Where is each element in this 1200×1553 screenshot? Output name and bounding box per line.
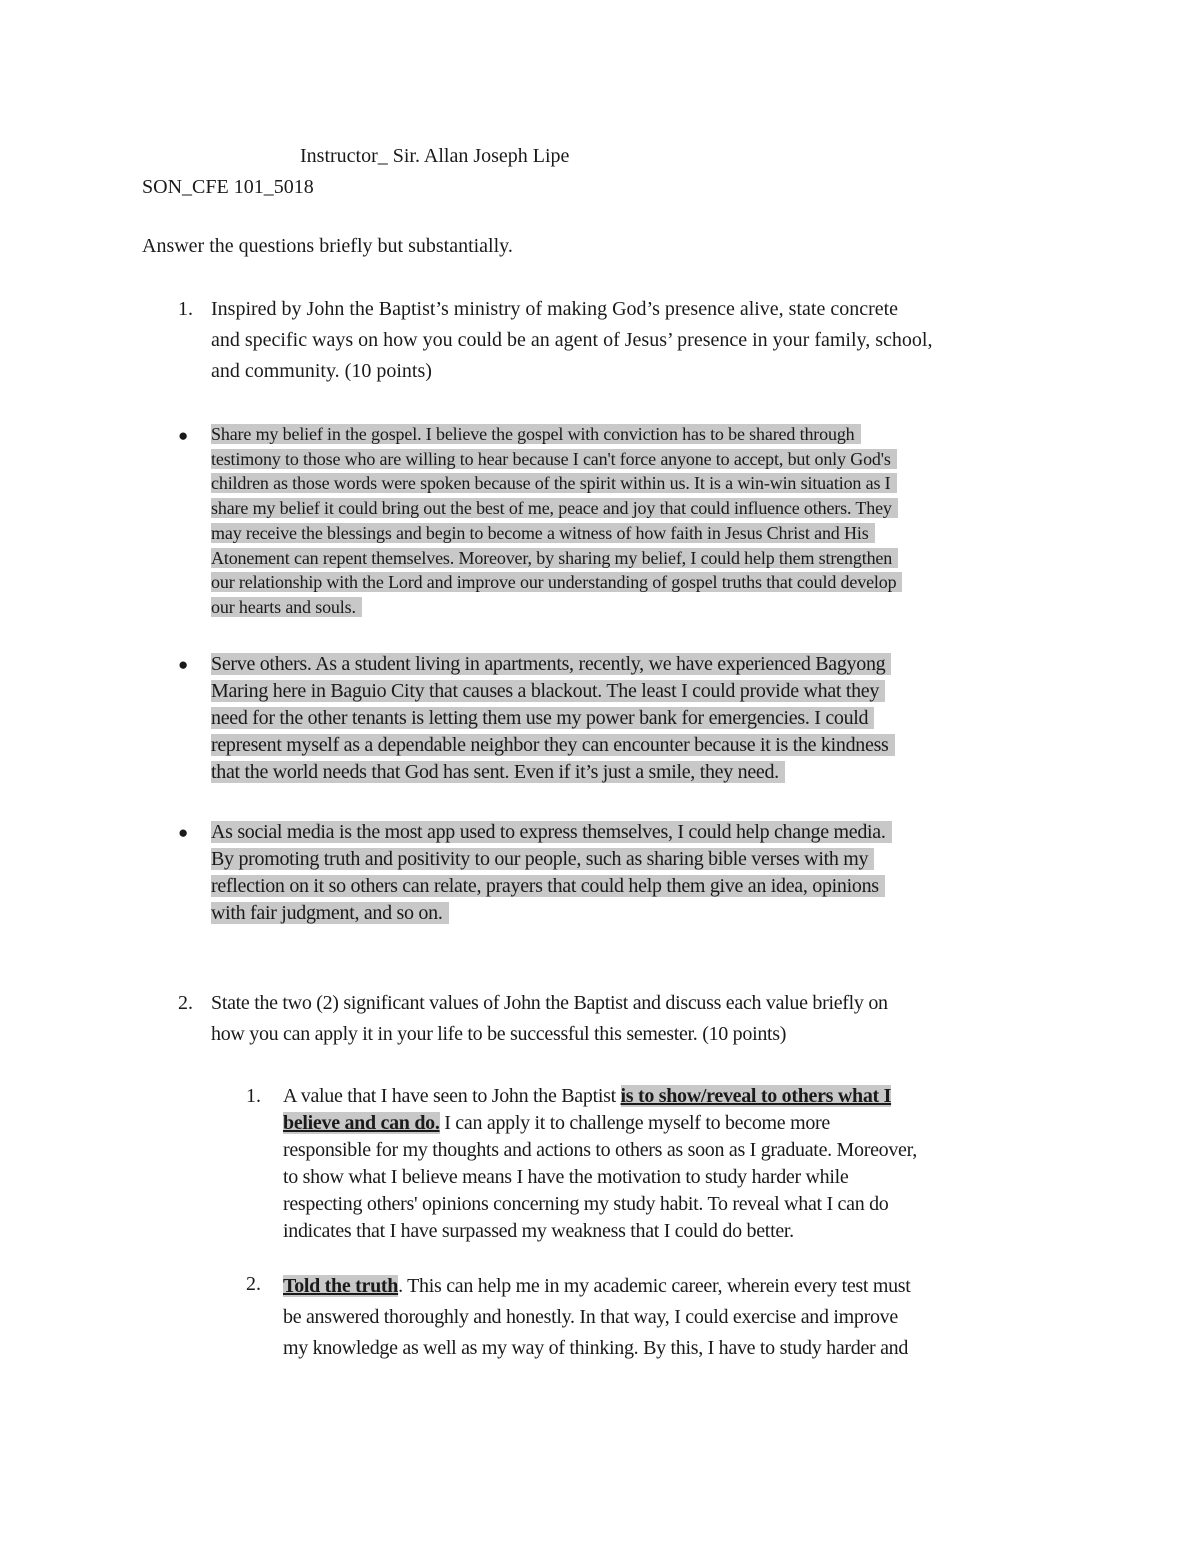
question-1-number: 1. [178,298,193,320]
bullet-line: Maring here in Baguio City that causes a blackout. The least I could provide what they [211,680,885,702]
question-2-number: 2. [178,992,193,1014]
value-text [283,1271,911,1364]
value-line: responsible for my thoughts and actions to others as soon as I graduate. Moreover, [283,1139,917,1161]
bullet-line: Serve others. As a student living in apartments, recently, we have experienced Bagyong [211,653,891,675]
bullet-line: our relationship with the Lord and improve our understanding of gospel truths that could develop [211,572,902,592]
value-line: respecting others' opinions concerning my study habit. To reveal what I can do [283,1193,889,1215]
value-line: to show what I believe means I have the motivation to study harder while [283,1166,849,1188]
bullet-line: testimony to those who are willing to hear because I can't force anyone to accept, but only God's [211,449,897,469]
bullet-marker: ● [178,426,189,445]
question-2-line: how you can apply it in your life to be successful this semester. (10 points) [211,1023,787,1045]
bullet-line: need for the other tenants is letting them use my power bank for emergencies. I could [211,707,874,729]
bullet-line: children as those words were spoken because of the spirit within us. It is a win-win situation as I [211,473,897,493]
value-text [283,1083,917,1245]
bullet-line: share my belief it could bring out the best of me, peace and joy that could influence others. They [211,498,898,518]
bullet-line: may receive the blessings and begin to become a witness of how faith in Jesus Christ and His [211,523,875,543]
bullet-text [211,651,895,786]
value-emphasis: is to show/reveal to others what I [620,1085,892,1107]
bullet-text [211,819,892,927]
bullet-text [211,422,902,620]
value-line: my knowledge as well as my way of thinking. By this, I have to study harder and [283,1337,909,1359]
value-line: . This can help me in my academic career, wherein every test must [398,1275,911,1297]
bullet-line: As social media is the most app used to express themselves, I could help change media. [211,821,892,843]
bullet-line: our hearts and souls. [211,597,362,617]
bullet-line: with fair judgment, and so on. [211,902,449,924]
question-1-line: Inspired by John the Baptist’s ministry of making God’s presence alive, state concrete [211,298,899,320]
value-line: indicates that I have surpassed my weakness that I could do better. [283,1220,794,1242]
value-emphasis: Told the truth [283,1275,399,1297]
value-number: 1. [246,1085,261,1107]
course-code: SON_CFE 101_5018 [142,176,314,198]
instructions: Answer the questions briefly but substantially. [142,235,513,257]
bullet-line: Atonement can repent themselves. Moreover, by sharing my belief, I could help them strengthen [211,548,898,568]
question-1-text [211,294,932,387]
bullet-marker: ● [178,655,189,674]
instructor-line: Instructor_ Sir. Allan Joseph Lipe [300,145,570,167]
value-line: A value that I have seen to John the Baptist [283,1085,621,1107]
question-1-line: and specific ways on how you could be an agent of Jesus’ presence in your family, school, [211,329,933,351]
bullet-line: Share my belief in the gospel. I believe the gospel with conviction has to be shared through [211,424,861,444]
bullet-line: By promoting truth and positivity to our people, such as sharing bible verses with my [211,848,874,870]
value-line: I can apply it to challenge myself to become more [439,1112,830,1134]
value-emphasis: believe and can do. [283,1112,440,1134]
value-number: 2. [246,1273,261,1295]
question-2-line: State the two (2) significant values of John the Baptist and discuss each value briefly on [211,992,888,1014]
question-2-text [211,988,888,1050]
bullet-marker: ● [178,823,189,842]
bullet-line: represent myself as a dependable neighbor they can encounter because it is the kindness [211,734,895,756]
bullet-line: that the world needs that God has sent. Even if it’s just a smile, they need. [211,761,785,783]
value-line: be answered thoroughly and honestly. In that way, I could exercise and improve [283,1306,898,1328]
bullet-line: reflection on it so others can relate, prayers that could help them give an idea, opinions [211,875,885,897]
question-1-line: and community. (10 points) [211,360,432,382]
